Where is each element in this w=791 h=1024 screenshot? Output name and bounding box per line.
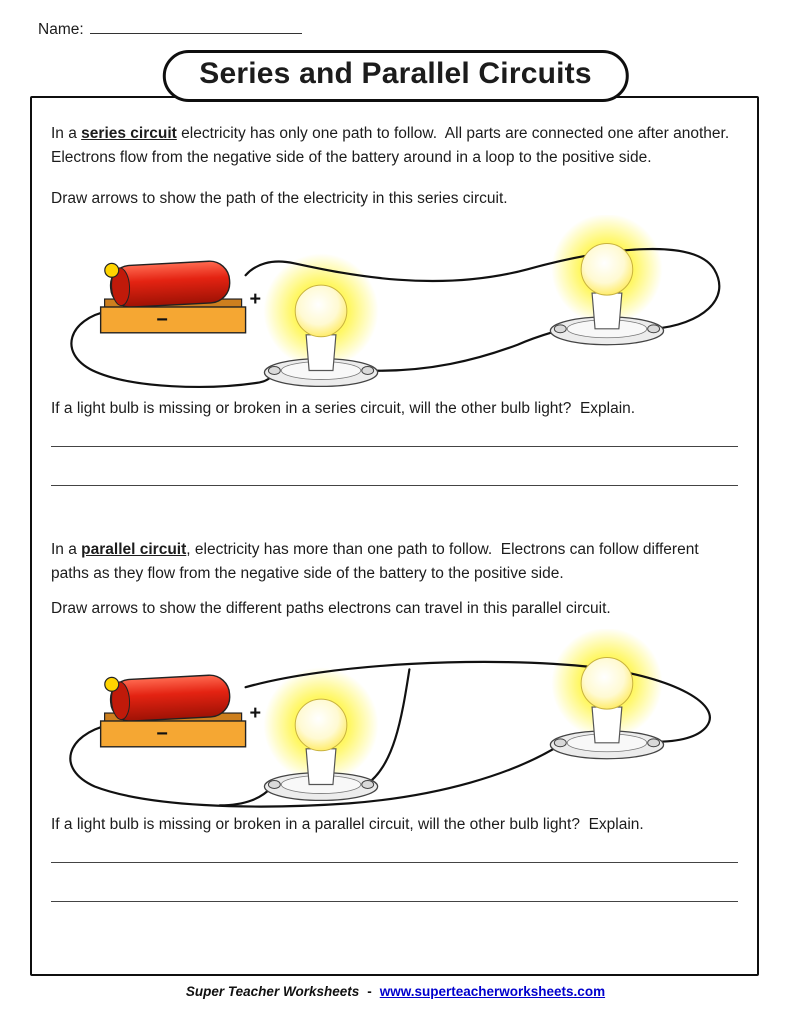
series-intro-term: series circuit (81, 125, 177, 142)
bulb-glass (295, 700, 347, 752)
name-label: Name: (38, 21, 84, 39)
battery-tray-front (101, 307, 246, 333)
battery-icon (101, 258, 262, 334)
parallel-question: If a light bulb is missing or broken in a parallel circuit, will the other bulb light? Explain. (51, 816, 644, 834)
battery-body-group (104, 672, 230, 723)
battery-tray-front (101, 721, 246, 747)
bulb-neck (306, 335, 336, 371)
series-intro-rest: electricity has only one path to follow. All parts are connected one after another. Electrons flow from the negative side of the battery around in a loop to the positive side. (51, 125, 738, 167)
answer-line (51, 862, 738, 863)
footer-separator: - (367, 984, 372, 999)
bulb-screw (648, 325, 660, 333)
series-instruction: Draw arrows to show the path of the electricity in this series circuit. (51, 189, 508, 207)
series-question: If a light bulb is missing or broken in a series circuit, will the other bulb light? Explain. (51, 400, 636, 418)
bulb-glass (581, 244, 633, 296)
series-circuit-illustration (51, 215, 738, 395)
footer (0, 984, 791, 999)
bulb-glass (581, 658, 633, 710)
answer-line (51, 446, 738, 447)
name-blank-line (90, 20, 302, 34)
bulb-screw (268, 781, 280, 789)
answer-line (51, 485, 738, 486)
parallel-intro-term: parallel circuit (81, 540, 187, 558)
bulb-neck (306, 749, 336, 785)
bulb-screw (362, 367, 374, 375)
content-box (30, 96, 759, 976)
battery-terminal-nub (104, 677, 119, 692)
battery-terminal-nub (104, 263, 119, 278)
battery-body-group (104, 258, 230, 309)
parallel-intro-prefix: In a (51, 540, 82, 558)
battery-minus-label: − (156, 723, 168, 746)
name-row (38, 20, 302, 39)
series-intro-prefix: In a (51, 125, 82, 142)
battery-minus-label: − (156, 309, 168, 332)
footer-brand: Super Teacher Worksheets (185, 984, 360, 999)
parallel-intro-rest: , electricity has more than one path to follow. Electrons can follow different paths as they flow from the negative side of the battery to the positive side. (51, 540, 703, 583)
battery-plus-label: + (249, 702, 262, 725)
footer-link[interactable]: www.superteacherworksheets.com (379, 984, 606, 999)
bulb-screw (554, 739, 566, 747)
worksheet-title-text: Series and Parallel Circuits (199, 57, 592, 90)
parallel-circuit-illustration (51, 629, 738, 809)
bulb-glass (295, 286, 347, 338)
bulb-screw (554, 325, 566, 333)
worksheet-title (162, 50, 628, 102)
bulb-screw (362, 781, 374, 789)
bulb-screw (648, 739, 660, 747)
answer-line (51, 901, 738, 902)
bulb-neck (592, 294, 622, 330)
parallel-instruction: Draw arrows to show the different paths electrons can travel in this parallel circuit. (51, 599, 611, 617)
parallel-intro-paragraph (51, 538, 738, 587)
battery-icon (101, 672, 262, 748)
series-intro-paragraph (51, 122, 738, 171)
bulb-screw (268, 367, 280, 375)
battery-plus-label: + (249, 288, 262, 311)
bulb-neck (592, 707, 622, 743)
